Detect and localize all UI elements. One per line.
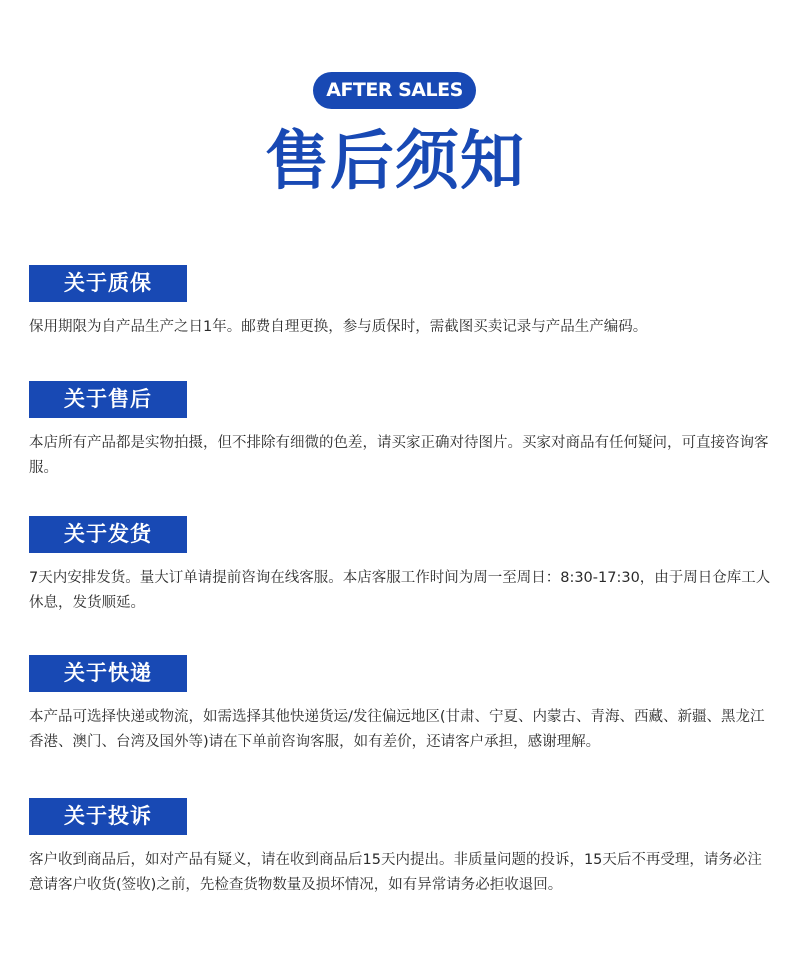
section-express [29,655,774,755]
section-shipping [29,516,774,616]
section-heading: 关于投诉 [29,798,187,835]
section-heading: 关于快递 [29,655,187,692]
section-text: 本店所有产品都是实物拍摄，但不排除有细微的色差，请买家正确对待图片。买家对商品有任何疑问，可直接咨询客服。 [29,435,769,476]
section-after-sales [29,381,774,481]
section-text: 保用期限为自产品生产之日1年。邮费自理更换，参与质保时，需截图买卖记录与产品生产编码。 [29,319,648,335]
section-heading: 关于售后 [29,381,187,418]
section-text: 7天内安排发货。量大订单请提前咨询在线客服。本店客服工作时间为周一至周日：8:30-17:30，由于周日仓库工人休息，发货顺延。 [29,570,771,611]
section-text: 客户收到商品后，如对产品有疑义，请在收到商品后15天内提出。非质量问题的投诉，15天后不再受理，请务必注意请客户收货(签收)之前，先检查货物数量及损坏情况，如有异常请务必拒收退回。 [29,852,762,893]
page-title: 售后须知 [265,125,525,199]
section-heading: 关于发货 [29,516,187,553]
after-sales-badge: AFTER SALES [313,72,476,109]
section-heading: 关于质保 [29,265,187,302]
section-warranty [29,265,774,340]
section-complaints [29,798,774,898]
section-text: 本产品可选择快递或物流，如需选择其他快递货运/发往偏远地区(甘肃、宁夏、内蒙古、青海、西藏、新疆、黑龙江香港、澳门、台湾及国外等)请在下单前咨询客服，如有差价，还请客户承担，感谢理解。 [29,709,765,750]
